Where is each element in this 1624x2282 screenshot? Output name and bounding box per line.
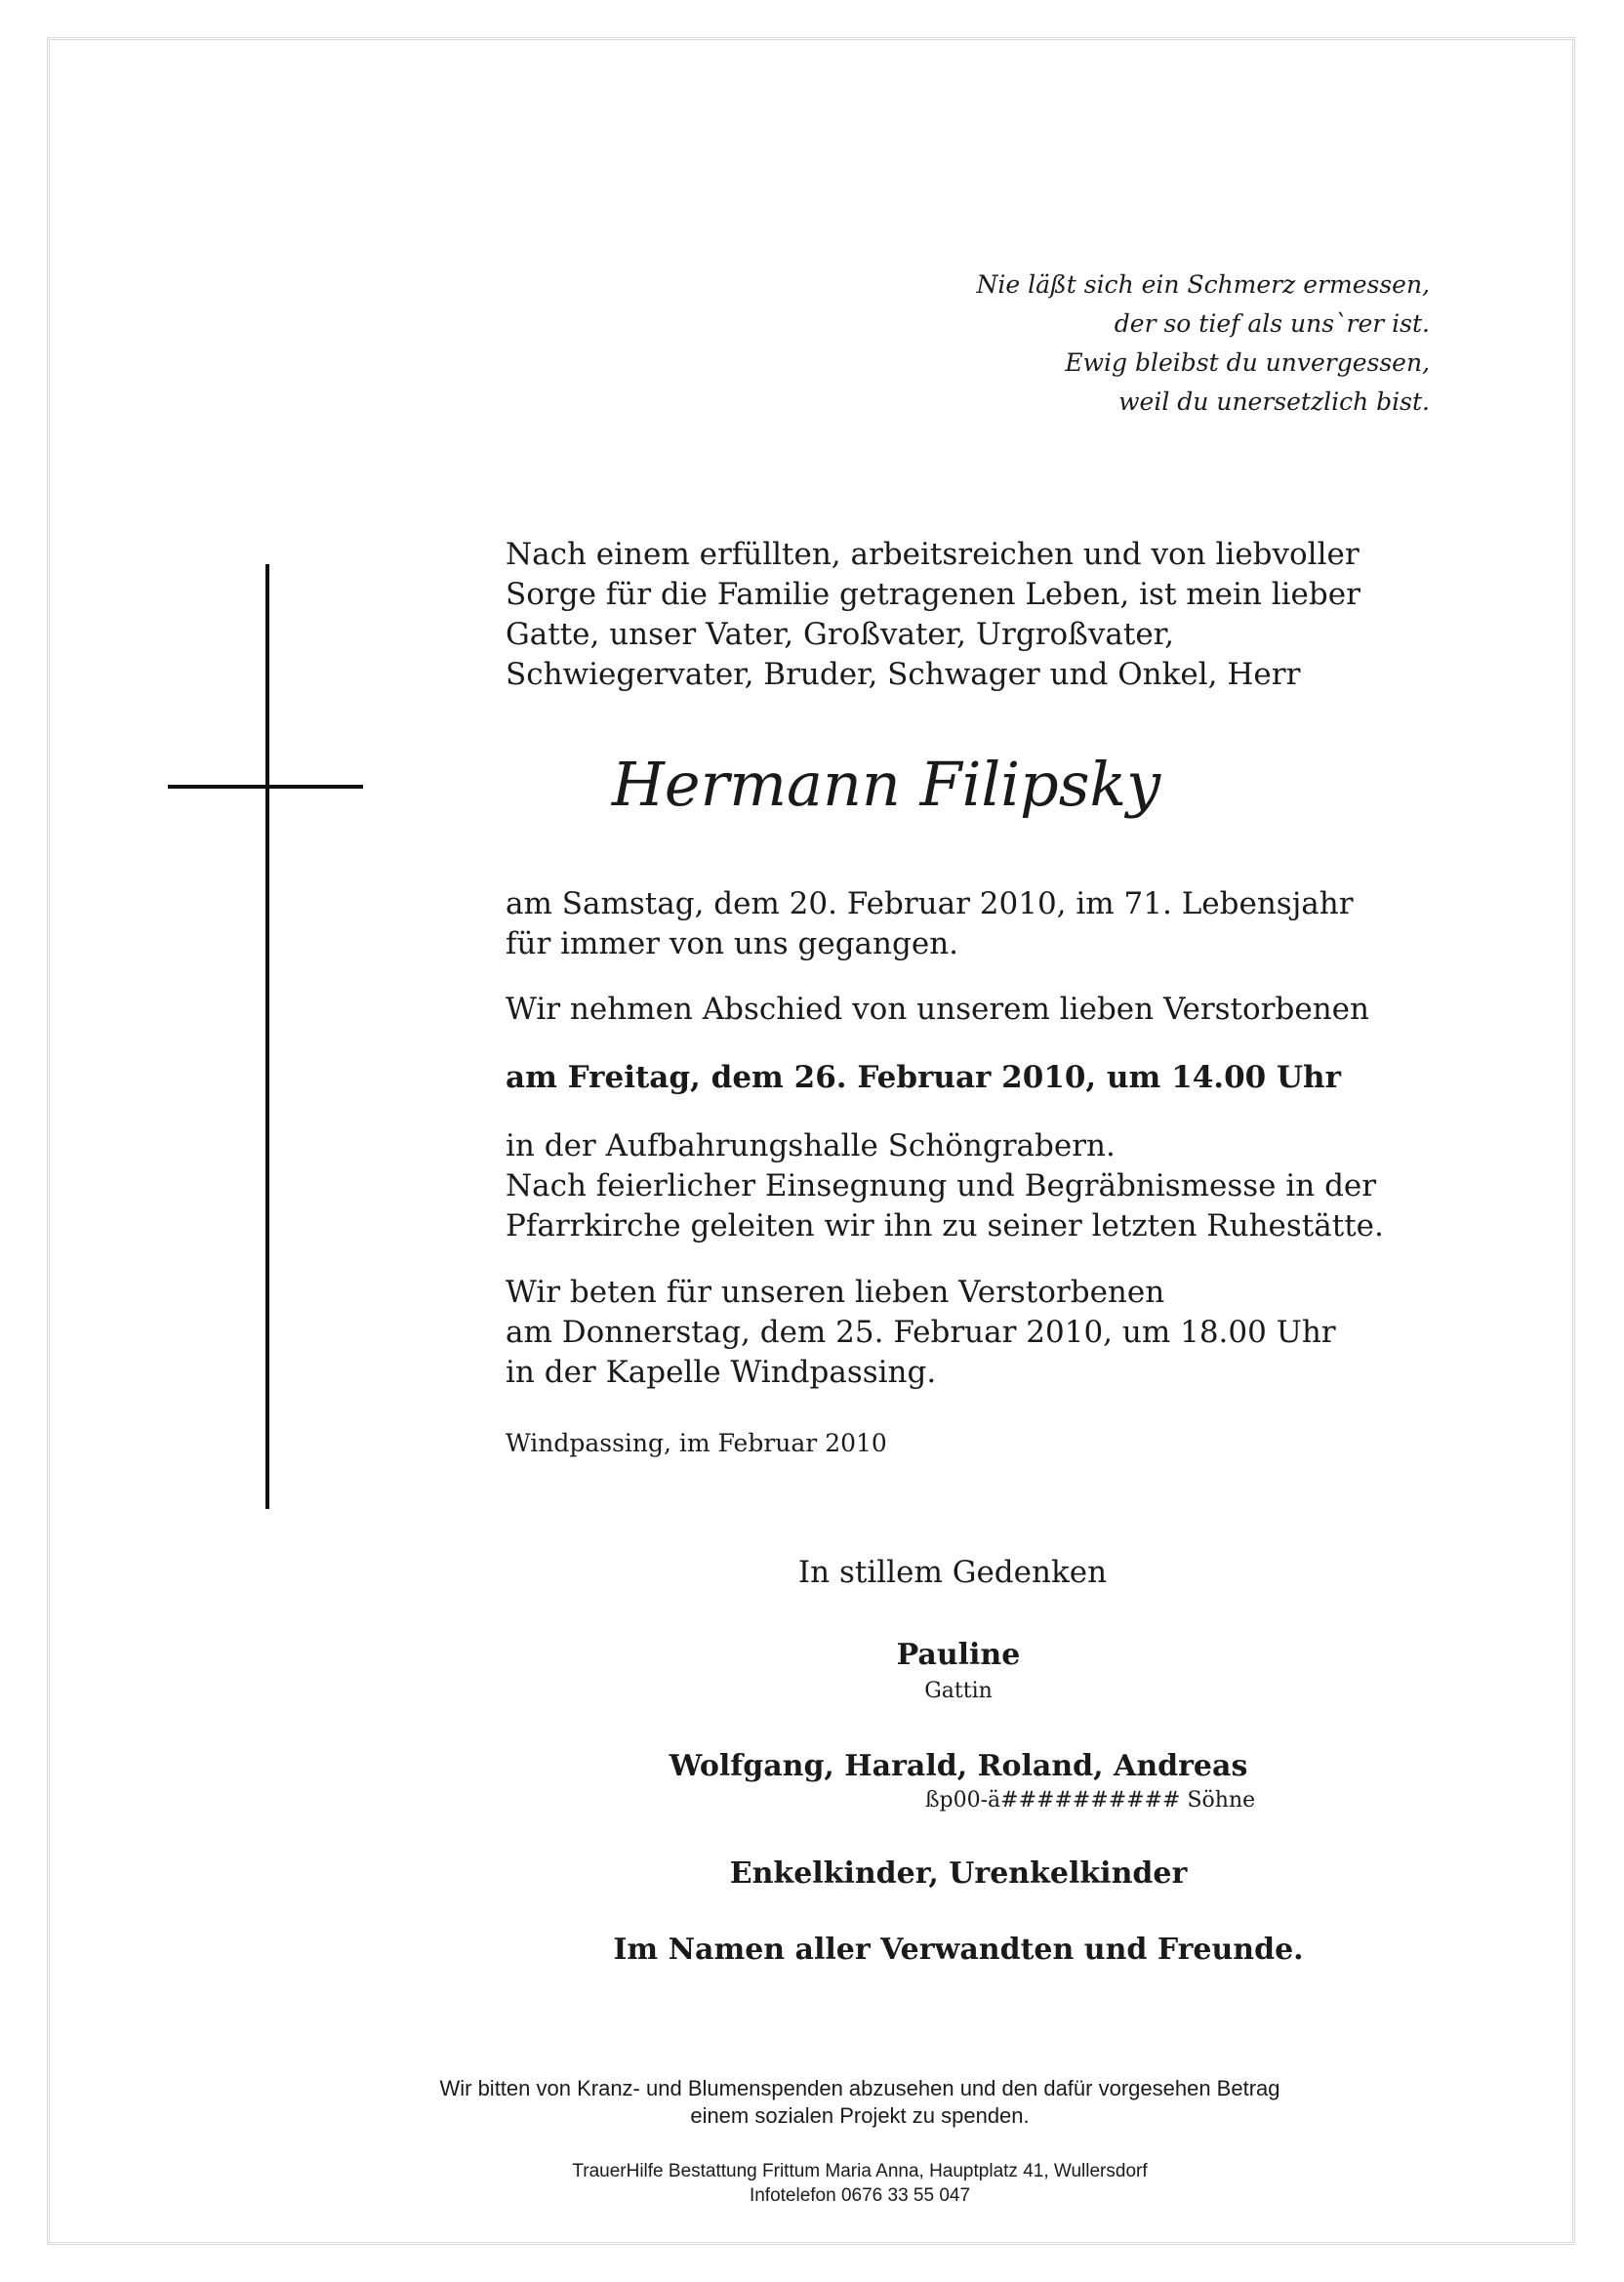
death-paragraph — [506, 884, 1354, 964]
location-line: Pfarrkirche geleiten wir ihn zu seiner letzten Ruhestätte. — [506, 1208, 1384, 1243]
poem-line: weil du unersetzlich bist. — [1118, 387, 1430, 416]
intro-paragraph — [506, 535, 1360, 695]
death-line: am Samstag, dem 20. Februar 2010, im 71. Lebensjahr — [506, 886, 1354, 921]
funeral-location — [506, 1126, 1384, 1246]
poem-line: Ewig bleibst du unvergessen, — [1065, 348, 1430, 377]
spouse-relation: Gattin — [924, 1679, 993, 1703]
prayer-paragraph — [506, 1273, 1336, 1393]
location-line: in der Aufbahrungshalle Schöngrabern. — [506, 1128, 1116, 1163]
donation-request — [0, 2075, 1624, 2130]
sons-names: Wolfgang, Harald, Roland, Andreas — [669, 1749, 1248, 1783]
intro-line: Schwiegervater, Bruder, Schwager und Onkel, Herr — [506, 657, 1301, 692]
request-line: einem sozialen Projekt zu spenden. — [690, 2103, 1030, 2128]
death-line: für immer von uns gegangen. — [506, 926, 959, 961]
place-date: Windpassing, im Februar 2010 — [506, 1429, 887, 1457]
sons-relation: ßp00-ä########## Söhne — [924, 1788, 1256, 1813]
undertaker-info — [0, 2159, 1624, 2208]
deceased-name: Hermann Filipsky — [611, 749, 1161, 820]
mourners-heading: In stillem Gedenken — [797, 1555, 1108, 1590]
prayer-line: in der Kapelle Windpassing. — [506, 1355, 937, 1390]
undertaker-line: TrauerHilfe Bestattung Frittum Maria Anna, Hauptplatz 41, Wullersdorf — [572, 2161, 1148, 2181]
relatives-line: Im Namen aller Verwandten und Freunde. — [613, 1933, 1304, 1967]
request-line: Wir bitten von Kranz- und Blumenspenden abzusehen und den dafür vorgesehen Betrag — [439, 2076, 1280, 2100]
undertaker-line: Infotelefon 0676 33 55 047 — [749, 2185, 971, 2206]
spouse-name: Pauline — [896, 1638, 1021, 1672]
prayer-line: Wir beten für unseren lieben Verstorbenen — [506, 1275, 1165, 1310]
grandchildren: Enkelkinder, Urenkelkinder — [729, 1856, 1188, 1891]
poem — [977, 265, 1430, 422]
intro-line: Gatte, unser Vater, Großvater, Urgroßvater, — [506, 617, 1174, 652]
location-line: Nach feierlicher Einsegnung und Begräbnismesse in der — [506, 1168, 1377, 1203]
poem-line: der so tief als uns`rer ist. — [1114, 309, 1430, 338]
farewell-intro: Wir nehmen Abschied von unserem lieben Verstorbenen — [506, 992, 1369, 1027]
intro-line: Sorge für die Familie getragenen Leben, ist mein lieber — [506, 577, 1360, 612]
poem-line: Nie läßt sich ein Schmerz ermessen, — [976, 270, 1430, 299]
prayer-line: am Donnerstag, dem 25. Februar 2010, um 18.00 Uhr — [506, 1315, 1336, 1350]
funeral-date: am Freitag, dem 26. Februar 2010, um 14.00 Uhr — [506, 1060, 1341, 1095]
cross-icon — [265, 564, 269, 1509]
intro-line: Nach einem erfüllten, arbeitsreichen und von liebvoller — [506, 537, 1360, 572]
